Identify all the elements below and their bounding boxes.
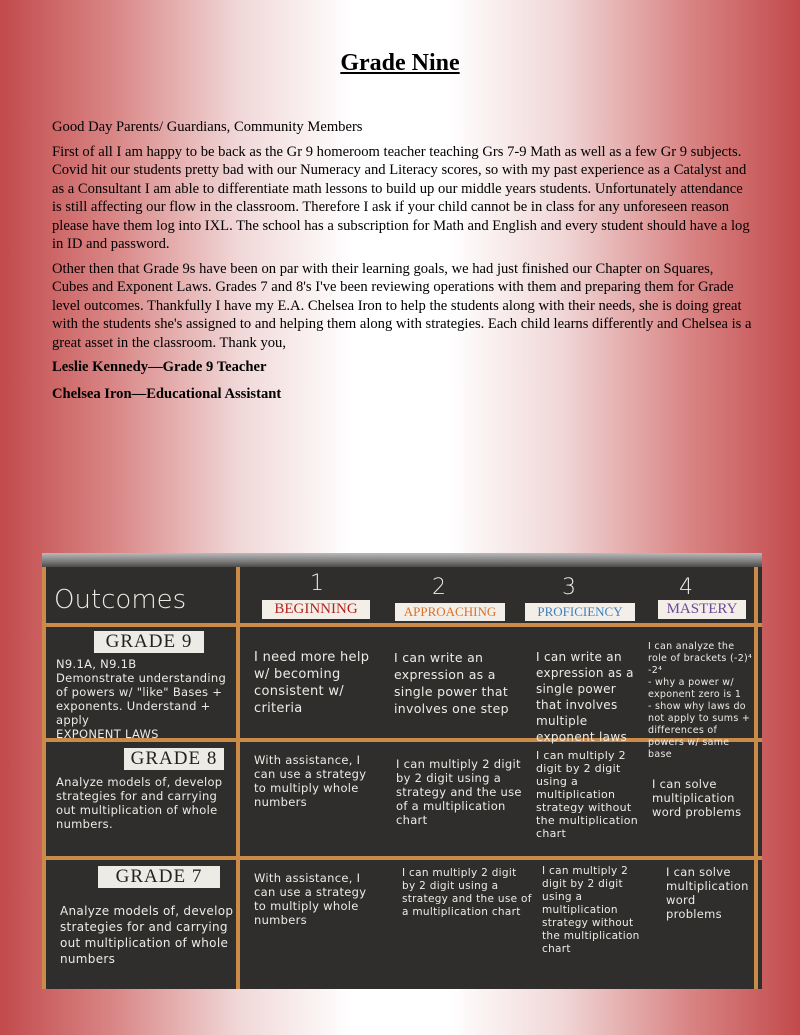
column-divider (42, 567, 46, 989)
level-mastery-label: MASTERY (658, 600, 746, 619)
grade-8-outcome: Analyze models of, develop strategies for and carrying out multiplication of whole numbers. (56, 775, 223, 831)
grade-7-approaching: I can multiply 2 digit by 2 digit using a strategy and the use of a multiplication chart (402, 867, 532, 918)
level-beginning-label: BEGINNING (262, 600, 370, 619)
paragraph-1: First of all I am happy to be back as the Gr 9 homeroom teacher teaching Grs 7-9 Math as well as a few Gr 9 subjects. Covid hit our students pretty bad with our Numeracy and Literacy scores, so with my past experience as a Catalyst and as a Consultant I am able to differentiate math lessons to build up our middle years students. Unfortunately attendance is still affecting our flow in the classroom. Therefore I ask if your child cannot be in class for any unforeseen reason please have them log into IXL. The school has a subscription for Math and English and every student should have a log in ID and password. (52, 143, 750, 252)
grade-9-approaching: I can write an expression as a single power that involves one step (394, 650, 509, 716)
level-4-number: 4 (679, 575, 693, 600)
greeting: Good Day Parents/ Guardians, Community Members (52, 119, 363, 135)
chalkboard-photo (42, 553, 762, 989)
column-divider (236, 567, 240, 989)
board-rail (42, 553, 762, 567)
grade-8-beginning: With assistance, I can use a strategy to multiply whole numbers (254, 753, 367, 809)
grade-8-approaching: I can multiply 2 digit by 2 digit using a strategy and the use of a multiplication chart (396, 757, 522, 827)
grade-9-card: GRADE 9 (94, 631, 204, 653)
assistant-signature: Chelsea Iron—Educational Assistant (52, 385, 282, 402)
grade-9-beginning: I need more help w/ becoming consistent w/ criteria (254, 650, 370, 716)
grade-7-proficiency: I can multiply 2 digit by 2 digit using a multiplication strategy without the multiplication chart (542, 865, 640, 955)
paragraph-2: Other then that Grade 9s have been on par with their learning goals, we had just finished our Chapter on Squares, Cubes and Exponent Laws. Grades 7 and 8's I've been reviewing operations with them and preparing them for Grade level outcomes. Thankfully I have my E.A. Chelsea Iron to help the students along with their needs, she is doing great with the students she's assigned to and helping them along with strategies. Each child learns differently and Chelsea is a great asset in the classroom. Thank you, (52, 260, 752, 351)
level-2-number: 2 (432, 575, 446, 600)
teacher-signature: Leslie Kennedy—Grade 9 Teacher (52, 359, 267, 375)
level-proficiency-label: PROFICIENCY (525, 603, 635, 621)
outcomes-heading: Outcomes (54, 585, 187, 615)
level-approaching-label: APPROACHING (395, 603, 505, 621)
grade-7-outcome: Analyze models of, develop strategies for and carrying out multiplication of whole numbers (60, 904, 234, 966)
level-1-number: 1 (310, 571, 324, 596)
level-3-number: 3 (562, 575, 576, 600)
row-divider (42, 856, 762, 860)
grade-8-proficiency: I can multiply 2 digit by 2 digit using a multiplication strategy without the multiplication chart (536, 749, 639, 840)
grade-7-mastery: I can solve multiplication word problems (666, 865, 749, 921)
grade-9-proficiency: I can write an expression as a single power that involves multiple exponent laws (536, 650, 634, 744)
grade-9-outcome: N9.1A, N9.1B Demonstrate understanding of powers w/ "like" Bases + exponents. Understand + apply EXPONENT LAWS (56, 657, 227, 741)
grade-9-mastery: I can analyze the role of brackets (-2)⁴ -2⁴ - why a power w/ exponent zero is 1 - show why laws do not apply to sums + differences of powers w/ same base (648, 641, 753, 760)
column-divider (754, 567, 758, 989)
grade-8-card: GRADE 8 (124, 748, 224, 770)
grade-7-card: GRADE 7 (98, 866, 220, 888)
page-title: Grade Nine (340, 50, 460, 76)
grade-7-beginning: With assistance, I can use a strategy to multiply whole numbers (254, 871, 367, 927)
grade-8-mastery: I can solve multiplication word problems (652, 777, 742, 819)
letter-body (52, 118, 752, 411)
row-divider (42, 623, 762, 627)
